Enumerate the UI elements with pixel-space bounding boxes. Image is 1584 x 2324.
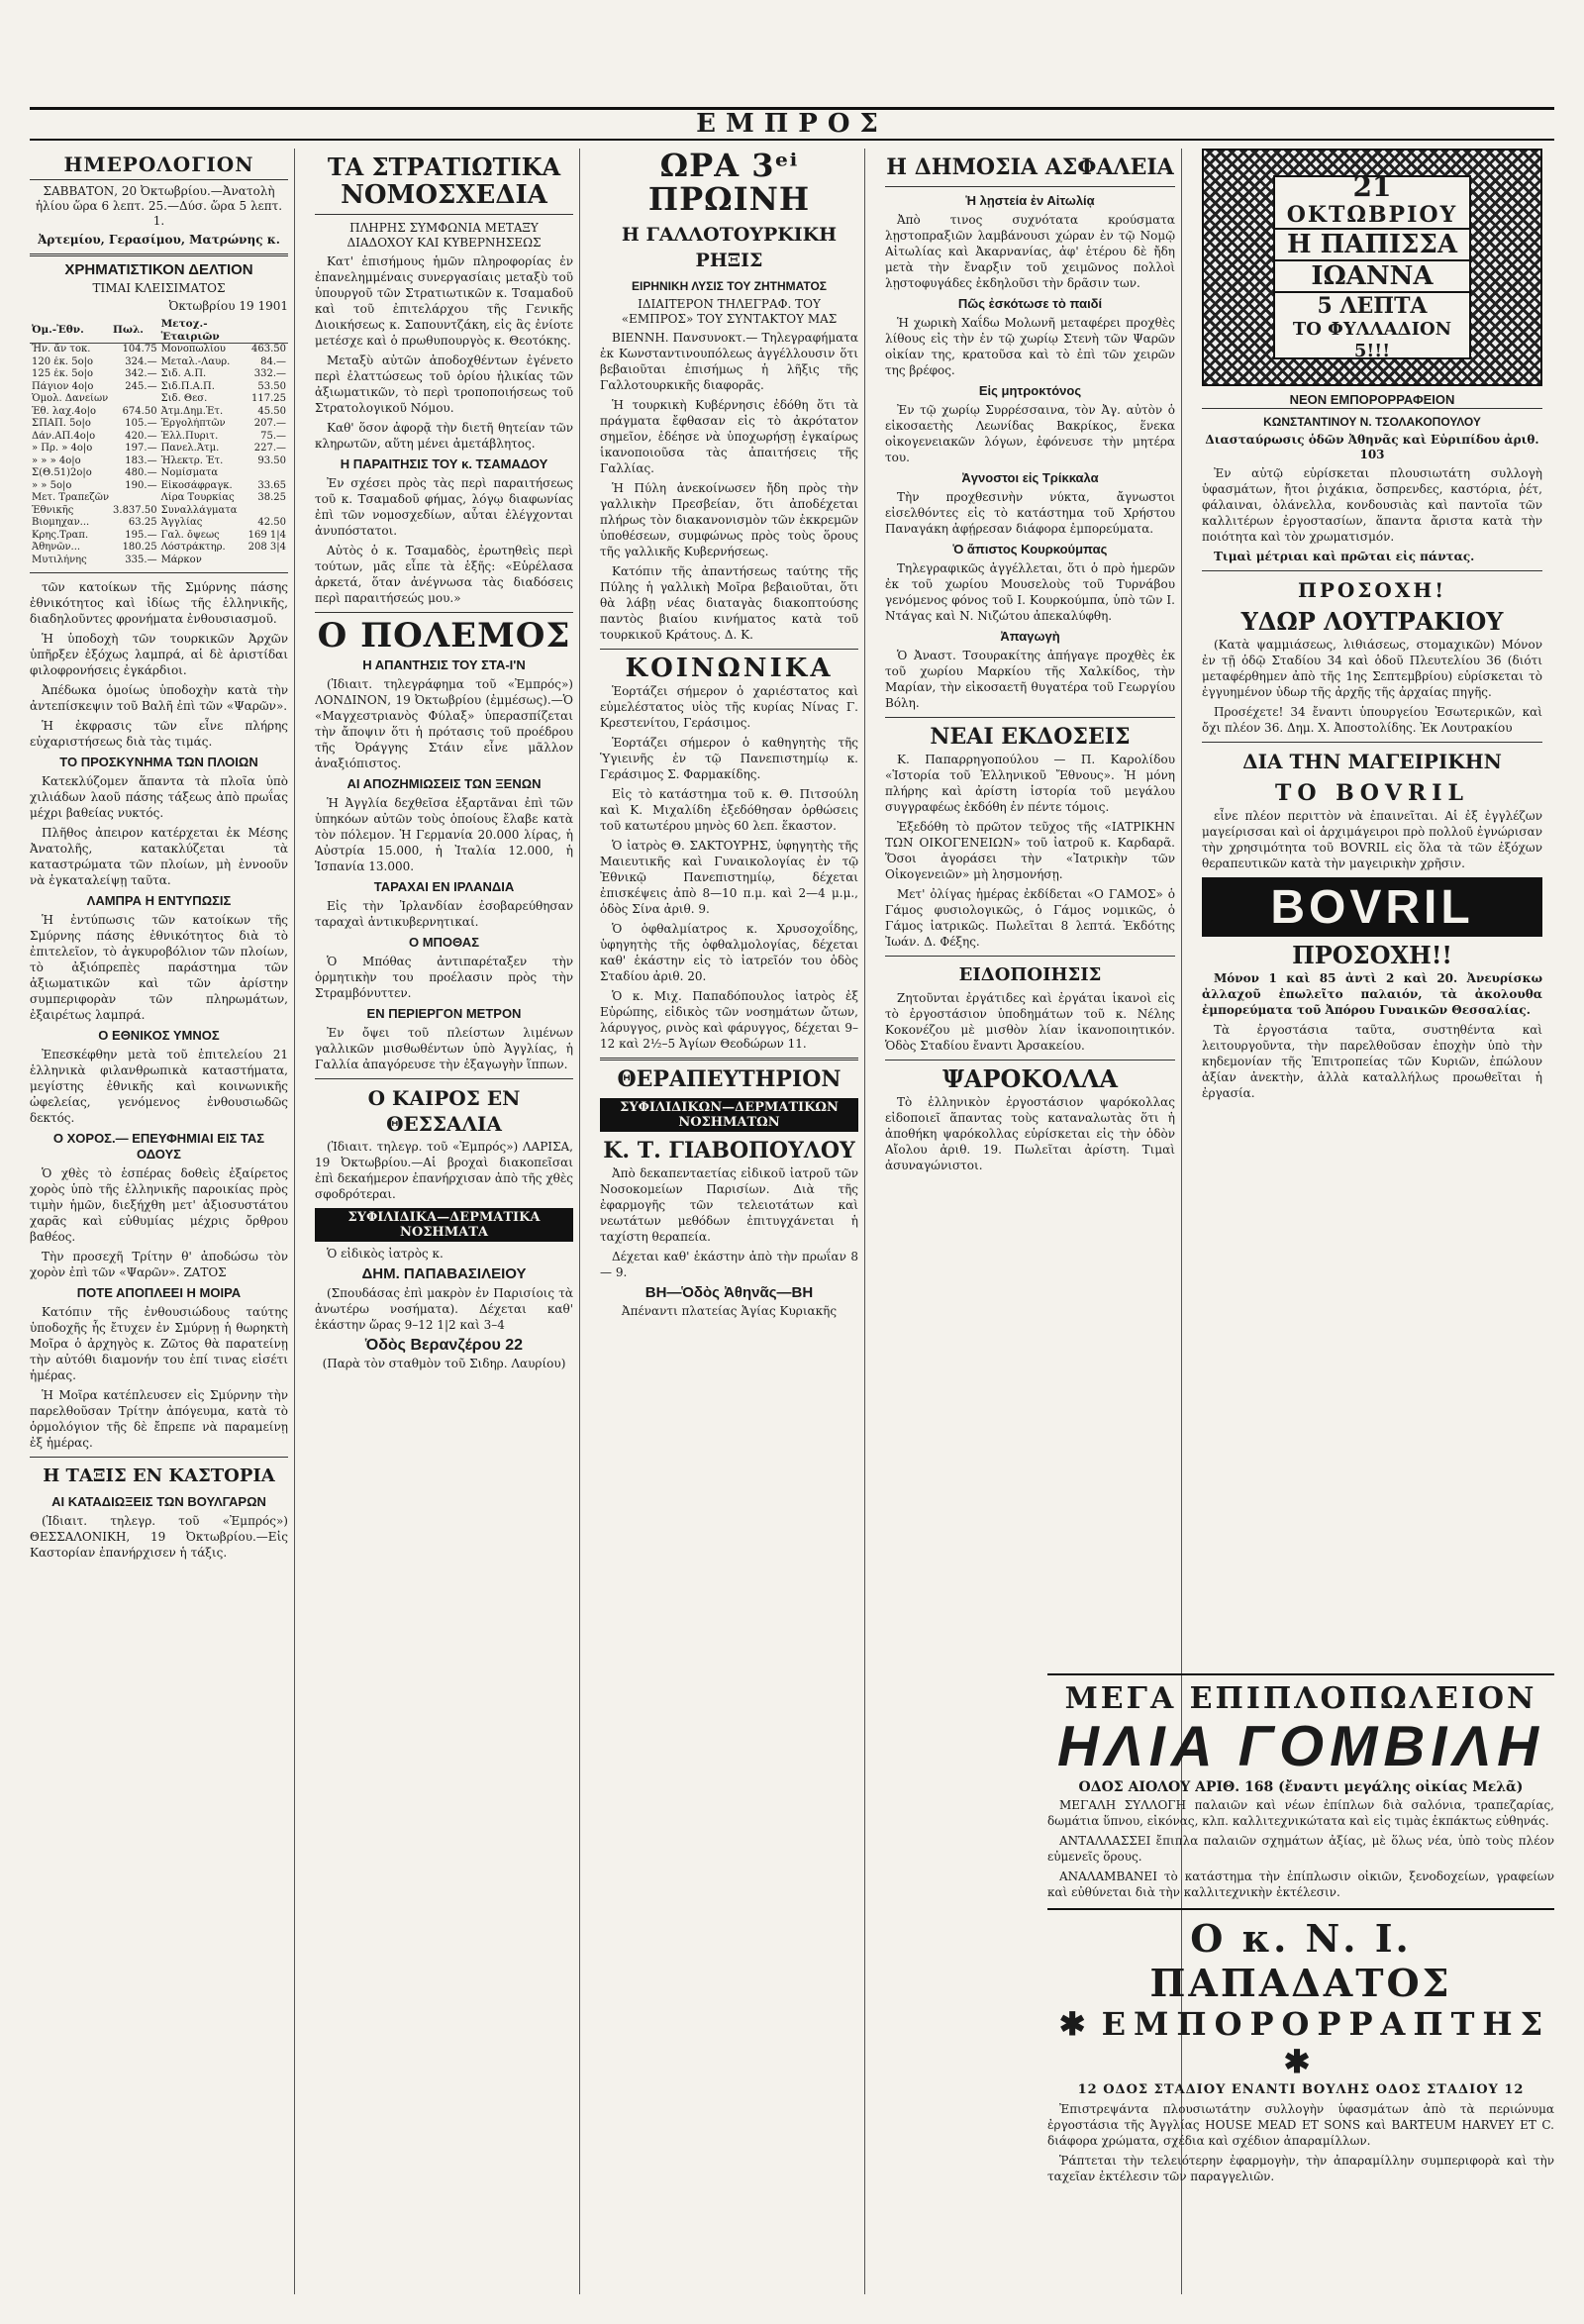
furniture-ad-name: ΗΛΙΑ ΓΟΜΒΙΛΗ xyxy=(1057,1714,1544,1778)
market-table-cell: 183.— xyxy=(125,455,157,466)
article-heading: Ο ΚΑΙΡΟΣ ΕΝ ΘΕΣΣΑΛΙΑ xyxy=(367,1086,521,1136)
article-paragraph: Ἡ Πύλη ἀνεκοίνωσεν ἤδη πρὸς τὴν γαλλικὴν Πρεσβείαν, ὅτι ἀποδέχεται πλήρως τὸν διακανονισμὸν τῶν ἐκκρεμῶν ὑποθέσεων, συμφώνως πρὸς τοὺς ὅρους τῆς γαλλικῆς Κυβερνήσεως. xyxy=(600,481,858,558)
market-table-cell: Μονοπωλίου xyxy=(160,344,227,354)
market-table-cell: 245.— xyxy=(125,380,157,392)
divider xyxy=(30,1457,288,1458)
market-table-cell: Ἀτμ.Δημ.Ἐτ. xyxy=(160,405,224,417)
furniture-ad-title: ΜΕΓΑ ΕΠΙΠΛΟΠΩΛΕΙΟΝ xyxy=(1047,1673,1554,1716)
calendar-saints: Ἀρτεμίου, Γερασίμου, Ματρώνης κ. xyxy=(38,233,280,247)
market-table-row xyxy=(30,542,288,555)
article-paragraph: Ὁ Μπόθας ἀντιπαρέταξεν τὴν ὁρμητικὴν του προέλασιν πρὸς τὴν Στραμβόνυττεν. xyxy=(315,955,573,1000)
market-subheading: ΤΙΜΑΙ ΚΛΕΙΣΙΜΑΤΟΣ xyxy=(92,281,226,295)
market-table-cell: Μεταλ.-Λαυρ. xyxy=(160,355,231,367)
ad-heading: ΔΙΑ ΤΗΝ ΜΑΓΕΙΡΙΚΗΝ xyxy=(1242,750,1502,773)
market-col-header: Πωλ. xyxy=(111,318,159,344)
market-table-cell: 335.— xyxy=(125,554,157,565)
section-subheading: Ἀγνοστοι εἰς Τρίκκαλα xyxy=(961,470,1099,485)
market-table-cell: Δάν.ΑΠ.4ο|ο xyxy=(32,430,96,442)
article-paragraph: Αὐτὸς ὁ κ. Τσαμαδὸς, ἐρωτηθεὶς περὶ τούτων, μᾶς εἶπε τὰ ἑξῆς: «Εὑρέλασα ἀρκετά, ὅταν ἀνέγνωσα τὰς διαδόσεις περὶ παραιτήσεώς μου.» xyxy=(315,544,573,605)
ad-address: Ὁδὸς Βερανζέρου 22 xyxy=(364,1337,524,1354)
market-table-cell: 105.— xyxy=(125,418,157,429)
market-table xyxy=(30,318,288,566)
warning-heading: ΠΡΟΣΟΧΗ!! xyxy=(1292,941,1452,969)
market-table-cell: 117.25 xyxy=(251,393,286,404)
market-table-cell: 180.25 xyxy=(122,542,157,553)
market-table-cell: Σιδ. Α.Π. xyxy=(160,368,207,379)
poster-price: 5!!! xyxy=(1353,341,1391,361)
tailor-ad-title-text: ΕΜΠΟΡΟΡΡΑΠΤΗΣ xyxy=(1101,2005,1551,2043)
article-paragraph: Ἡ ἐντύπωσις τῶν κατοίκων τῆς Σμύρνης πάσης ἐθνικότητος διὰ τὸ ἐπιτελεῖον, τὸ ἀγκυροβόλιον τῶν πλοίων, τὸ ἀξιόπρεπὲς παράστημα τῶν ἀξιωματικῶν καὶ τῶν ἀρίστην συμπεριφορὰν τῶν πληρωμάτων, ἐξαιρέτως λαμπρά. xyxy=(30,913,288,1022)
market-table-cell xyxy=(111,492,159,505)
war-heading: Ο ΠΟΛΕΜΟΣ xyxy=(317,616,571,656)
market-table-cell: 190.— xyxy=(125,479,157,491)
article-subheading: ΙΔΙΑΙΤΕΡΟΝ ΤΗΛΕΓΡΑΦ. ΤΟΥ «ΕΜΠΡΟΣ» ΤΟΥ ΣΥΝΤΑΚΤΟΥ ΜΑΣ xyxy=(621,297,838,326)
ad-paragraph: Ἐν αὐτῷ εὑρίσκεται πλουσιωτάτη συλλογὴ ὑφασμάτων, ἤτοι ῥιχάκια, ὄσπρενδες, καστόρια, ῥέτ, φάλαιναι, ὀλάνελλα, κονδουσιὰς καὶ παντοῖα τῶν καλλιτέρων ἐργοστασίων, ἅπαντα ἄριστα κατὰ τὴν ποιότητα καὶ τὸν χρωματισμόν. xyxy=(1202,466,1542,544)
article-paragraph: Ὁ χθὲς τὸ ἑσπέρας δοθεὶς ἐξαίρετος χορὸς ὑπὸ τῆς ἑλληνικῆς παροικίας πρὸς τιμὴν ἡμῶν, διεξήχθη μετ' ἀξιοσυστάτου χαρᾶς καὶ εὐθυμίας μέχρις ὄρθρου βαθέος. xyxy=(30,1166,288,1244)
ad-paragraph: (Σπουδάσας ἐπὶ μακρὸν ἐν Παρισίοις τὰ ἀνωτέρω νοσήματα). Δέχεται καθ' ἑκάστην ὥρας 9–12 1|2 καὶ 3–4 xyxy=(315,1286,573,1332)
market-table-cell: 45.50 xyxy=(257,405,286,417)
divider xyxy=(885,186,1175,187)
market-table-cell: 104.75 xyxy=(122,344,157,354)
article-paragraph: Ἡ ἐκφρασις τῶν εἶνε πλήρης εὐχαριστήσεως διὰ τὰς τιμάς. xyxy=(30,719,288,749)
market-table-cell: Σ(Θ.51)2ο|ο xyxy=(32,467,92,478)
market-table-cell: 75.— xyxy=(260,430,286,442)
article-paragraph: Εἰς τὴν Ἰρλανδίαν ἐσοβαρεύθησαν ταραχαὶ ἀντικυβερνητικαί. xyxy=(315,899,573,929)
article-paragraph: Ὁ Ἀναστ. Τσουρακίτης ἀπήγαγε προχθὲς ἐκ τοῦ χωρίου Μαρκίου τῆς Χαλκίδος, τὴν Μαρίαν, τὴν εἰκοσαετῆ θυγατέρα τοῦ Γεωργίου Βόλη. xyxy=(885,649,1175,710)
ad-paragraph: Ὁ εἰδικὸς ἰατρὸς κ. xyxy=(327,1247,444,1261)
article-paragraph: Ἡ τουρκικὴ Κυβέρνησις ἐδόθη ὅτι τὰ πράγματα ἔφθασαν εἰς τὸ ἀκρότατον σημεῖον, ἐδέησε νὰ ὑποχωρήσῃ ἐγκαίρως ἱκανοποιοῦσα τὰς ἀπαιτήσεις τῆς Γαλλίας. xyxy=(600,398,858,475)
divider xyxy=(315,612,573,613)
section-subheading: Ἡ λῃστεία ἐν Αἰτωλίᾳ xyxy=(965,193,1095,208)
article-subheading: ΕΙΡΗΝΙΚΗ ΛΥΣΙΣ ΤΟΥ ΖΗΤΗΜΑΤΟΣ xyxy=(632,279,827,293)
market-table-row xyxy=(30,480,288,493)
article-heading: Η ΓΑΛΛΟΤΟΥΡΚΙΚΗ ΡΗΞΙΣ xyxy=(621,224,838,271)
market-table-cell: Μάρκον xyxy=(160,554,202,565)
market-table-cell: Κρης.Τραπ. xyxy=(32,529,89,541)
article-paragraph: Μετ' ὀλίγας ἡμέρας ἐκδίδεται «Ο ΓΑΜΟΣ» ὁ Γάμος φυσιολογικῶς, ὁ Γάμος νομικῶς, ὁ Γάμος ἰατρικῶς. Πωλεῖται 8 λεπτά. Ἐκδότης Ἰωάν. Δ. Φέξης. xyxy=(885,887,1175,949)
article-paragraph: Καθ' ὅσον ἀφορᾷ τὴν διετῆ θητείαν τῶν κληρωτῶν, αὕτη μένει ἀμετάβλητος. xyxy=(315,421,573,451)
market-table-cell: Βιομηχαν... xyxy=(32,517,90,528)
article-paragraph: Κατόπιν τῆς ἐνθουσιώδους ταύτης ὑποδοχῆς ἧς ἔτυχεν ἐν Σμύρνῃ ἡ θωρηκτὴ Μοῖρα ὁ ἀρχηγὸς κ. Ζῶτος θὰ παρατείνῃ τὴν αὐτόθι διαμονήν του ἐπί τινας εἰσέτι ἡμέρας. xyxy=(30,1305,288,1382)
ad-paragraph: Προσέχετε! 34 ἔναντι ὑπουργείου Ἐσωτερικῶν, καὶ ὄχι πλέον 36. Δημ. Χ. Ἀποστολίδης. Ἐκ Λουτρακίου xyxy=(1202,705,1542,735)
market-table-cell: 420.— xyxy=(125,430,157,442)
notices-heading: ΕΙΔΟΠΟΙΗΣΙΣ xyxy=(958,964,1102,985)
divider xyxy=(315,1078,573,1079)
divider xyxy=(885,956,1175,957)
market-table-cell: 480.— xyxy=(125,467,157,478)
market-table-row xyxy=(30,530,288,543)
article-paragraph: Ἀπέδωκα ὁμοίως ὑποδοχὴν κατὰ τὴν ἀντεπίσκεψιν τοῦ Βαλῆ ἐπὶ τῶν «Ψαρῶν». xyxy=(30,683,288,713)
ad-paragraph: Ῥάπτεται τὴν τελειότερην ἐφαρμογὴν, τὴν ἀπαραμίλλην συμπεριφορὰ καὶ τὴν ταχεῖαν ἐκτέλεσιν τῶν παραγγελιῶν. xyxy=(1047,2154,1554,2183)
calendar-line: ΣΑΒΒΑΤΟΝ, 20 Ὀκτωβρίου.—Ἀνατολὴ ἡλίου ὥρα 6 λεπτ. 25.—Δύσ. ὥρα 5 λεπτ. 1. xyxy=(35,184,283,228)
market-table-cell: Ἐλλ.Πυριτ. xyxy=(160,430,219,442)
ad-paragraph: Ἀπὸ δεκαπενταετίας εἰδικοῦ ἰατροῦ τῶν Νοσοκομείων Παρισίων. Διὰ τῆς ἐφαρμογῆς τῶν τελειοτάτων καὶ νεωτάτων μεθόδων ἐπιτυγχάνεται ἡ ταχίστη θεραπεία. xyxy=(600,1166,858,1244)
article-paragraph: Ἡ χωρικὴ Χαΐδω Μολωνῆ μεταφέρει προχθὲς λίθους εἰς τὴν ἐν τῷ χωρίῳ Στενὴ τῶν Ψαρῶν οἰκίαν της, κρατοῦσα καὶ τὸ ἐπὶ τῶν χειρῶν της βρέφος. xyxy=(885,316,1175,377)
divider xyxy=(885,717,1175,718)
calendar-heading: ΗΜΕΡΟΛΟΓΙΟΝ xyxy=(30,149,288,180)
ad-subheading: ΣΥΦΙΛΙΔΙΚΩΝ—ΔΕΡΜΑΤΙΚΩΝ ΝΟΣΗΜΑΤΩΝ xyxy=(600,1098,858,1132)
ad-heading: ΘΕΡΑΠΕΥΤΗΡΙΟΝ xyxy=(617,1066,842,1092)
market-table-cell: Σιδ. Θεσ. xyxy=(160,393,208,404)
ad-paragraph: εἶνε πλέον περιττὸν νὰ ἐπαινεῖται. Αἱ ἐξ ἐγγλέζων μαγείρισσαι καὶ οἱ ἀρχιμάγειροι πρὸ πολλοῦ ἐγνώρισαν τὴν χρησιμότητα τοῦ BOVRIL εἰς ὅλα τὰ τῶν ἐξόχων θεραπευτικῶν κατὰ τὴν μαγειρικὴν χρῆσιν. xyxy=(1202,809,1542,870)
market-table-cell: » » 5ο|ο xyxy=(32,479,72,491)
section-subheading: ΤΑΡΑΧΑΙ ΕΝ ΙΡΛΑΝΔΙΑ xyxy=(373,879,515,894)
market-table-cell: 125 ἐκ. 5ο|ο xyxy=(32,368,94,379)
market-table-cell: Ἠλεκτρ. Ἐτ. xyxy=(160,455,224,466)
market-table-cell: 84.— xyxy=(260,355,286,367)
ad-paragraph: Τὰ ἐργοστάσια ταῦτα, συστηθέντα καὶ λειτουργοῦντα, τὴν παρελθοῦσαν ἐποχὴν ὑπὸ τὴν κηδεμονίαν τῆς Ἐπιτροπείας τῶν Κυριῶν, ἐπώλουν ἀξίαν ἀνεκτὴν, ἀλλὰ καταλλήλως προωθεῖται ἡ ἐργασία. xyxy=(1202,1023,1542,1100)
tailor-ad-title xyxy=(1047,2005,1554,2080)
ad-subheading: ΤΟ ΒΟVRIL xyxy=(1274,780,1470,806)
market-table-cell: 195.— xyxy=(125,529,157,541)
poster-price: ΤΟ ΦΥΛΛΑΔΙΟΝ xyxy=(1292,319,1452,340)
section-subheading: Ο ΧΟΡΟΣ.— ΕΠΕΥΦΗΜΙΑΙ ΕΙΣ ΤΑΣ ΟΔΟΥΣ xyxy=(52,1131,265,1162)
divider xyxy=(885,1060,1175,1061)
market-table-row xyxy=(30,356,288,369)
market-table-cell: Ἀγγλίας xyxy=(160,517,203,528)
section-subheading: Πῶς ἐσκότωσε τὸ παιδί xyxy=(957,296,1103,311)
market-table-cell: Ἐργολήπτῶν xyxy=(160,418,226,429)
article-paragraph: Ζητοῦνται ἐργάτιδες καὶ ἐργάται ἱκανοὶ εἰς τὸ ἐργοστάσιον ὑποδημάτων τοῦ κ. Νέλης Κοκονέζου μὲ μισθὸν λίαν ἱκανοποιητικόν. Ὁδὸς Σταδίου ἔναντι Ἀρσακείου. xyxy=(885,991,1175,1053)
ad-heading: ΨΑΡΟΚΟΛΛΑ xyxy=(941,1064,1119,1093)
market-table-cell: Μετ. Τραπεζῶν xyxy=(32,492,110,503)
ad-paragraph: ΑΝΑΛΑΜΒΑΝΕΙ τὸ κατάστημα τὴν ἐπίπλωσιν οἰκιῶν, ξενοδοχείων, γραφείων καὶ εὐθύνεται διὰ τὴν καλλιτεχνικὴν ἐκτέλεσιν. xyxy=(1047,1869,1554,1899)
market-table-cell: ΣΠΑΠ. 5ο|ο xyxy=(32,418,91,429)
article-subheading: ΠΛΗΡΗΣ ΣΥΜΦΩΝΙΑ ΜΕΤΑΞΥ ΔΙΑΔΟΧΟΥ ΚΑΙ ΚΥΒΕΡΝΗΣΕΩΣ xyxy=(346,221,542,250)
ad-paragraph: Τὸ ἑλληνικὸν ἐργοστάσιον ψαρόκολλας εἰδοποιεῖ ἅπαντας τοὺς καταναλωτὰς ὅτι ἡ ἀποθήκη ψαρόκολλας εὑρίσκεται εἰς τὴν ὁδὸν Αἴολου ἀριθ. 19. Πωλεῖται ἀρίστη. Τιμαὶ ἀσυναγώνιστοι. xyxy=(885,1095,1175,1172)
section-subheading: ΑΙ ΚΑΤΑΔΙΩΞΕΙΣ ΤΩΝ ΒΟΥΛΓΑΡΩΝ xyxy=(51,1494,266,1509)
article-paragraph: Μεταξὺ αὐτῶν ἀποδοχθέντων ἐγένετο περὶ ἐλαττώσεως τοῦ ὁρίου ἡλικίας τῶν ἀξιωματικῶν, τὸ περὶ τροποποιήσεως τοῦ Στρατολογικοῦ Νόμου. xyxy=(315,354,573,415)
ad-doctor-name: ΔΗΜ. ΠΑΠΑΒΑΣΙΛΕΙΟΥ xyxy=(361,1265,527,1282)
article-paragraph: Τηλεγραφικῶς ἀγγέλλεται, ὅτι ὁ πρὸ ἡμερῶν ἐκ τοῦ χωρίου Μουσελοὺς τοῦ Τυρνάβου γενόμενος φόνος τοῦ Ι. Κουρκούμπα, ὑπὸ τῶν Ι. Ντάγας καὶ Ν. Νιζώτου ἀπεκαλύφθη. xyxy=(885,561,1175,623)
market-col-header: Ὀμ.-Ἐθν. xyxy=(30,318,111,344)
column-3 xyxy=(600,149,865,2294)
article-paragraph: Ἐν τῷ χωρίῳ Συρρέσσαινα, τὸν Ἀγ. αὐτὸν ὁ εἰκοσαετὴς Λεωνίδας Βακρίκος, ἕνεκα οἰκογενειακῶν λόγων, ἐφόνευσε τὴν μητέρα του. xyxy=(885,403,1175,464)
bovril-logo: BOVRIL xyxy=(1202,877,1542,937)
warning-heading: ΠΡΟΣΟΧΗ! xyxy=(1297,578,1447,602)
article-paragraph: Ἑορτάζει σήμερον ὁ καθηγητὴς τῆς Ὑγιεινῆς ἐν τῷ Πανεπιστημίῳ κ. Γεράσιμος Σ. Φαρμακίδης. xyxy=(600,736,858,781)
books-heading: ΝΕΑΙ ΕΚΔΟΣΕΙΣ xyxy=(930,724,1131,750)
market-table-cell: 120 ἐκ. 5ο|ο xyxy=(32,355,94,367)
market-table-row xyxy=(30,443,288,455)
section-subheading: Εἰς μητροκτόνος xyxy=(978,383,1082,398)
market-table-row xyxy=(30,368,288,381)
article-paragraph: τῶν κατοίκων τῆς Σμύρνης πάσης ἐθνικότητος καὶ ἰδίως τῆς ἑλληνικῆς, διαδηλοῦντες φρονήματα ἐνθουσιασμοῦ. xyxy=(30,580,288,626)
market-table-cell: 197.— xyxy=(125,443,157,454)
market-table-cell: 3.837.50 xyxy=(113,504,157,516)
masthead: ΕΜΠΡΟΣ xyxy=(30,107,1554,141)
article-paragraph: Ἐξεδόθη τὸ πρῶτον τεῦχος τῆς «ΙΑΤΡΙΚΗΝ ΤΩΝ ΟΙΚΟΓΕΝΕΙΩΝ» τοῦ ἰατροῦ κ. Καρδαρᾶ. Ὅσοι ἀγοράσει τὴν «Ἰατρικὴν τῶν Οἰκογενειῶν» μὴ λησμονήσῃ. xyxy=(885,820,1175,881)
article-paragraph: (Ἰδιαιτ. τηλεγρ. τοῦ «Ἐμπρός») ΛΑΡΙΣΑ, 19 Ὀκτωβρίου.—Αἱ βροχαὶ διακοπεῖσαι ἐπὶ δεκαήμερον ἐπανήρχισαν ἀπὸ τῆς χθὲς σφοδρότεραι. xyxy=(315,1140,573,1201)
poster-ad xyxy=(1202,149,1542,386)
section-subheading: ΛΑΜΠΡΑ Η ΕΝΤΥΠΩΣΙΣ xyxy=(86,893,232,908)
ad-paragraph: ΜΕΓΑΛΗ ΣΥΛΛΟΓΗ παλαιῶν καὶ νέων ἐπίπλων διὰ σαλόνια, τραπεζαρίας, δωμάτια ὕπνου, εἰκόνας, κλπ. καλλιτεχνικώτατα καὶ εἰς τιμὰς ἐκπάκτως εὐθηνάς. xyxy=(1047,1798,1554,1828)
market-table-row xyxy=(30,555,288,567)
poster-ad-panel xyxy=(1273,170,1471,361)
poster-month: ΟΚΤΩΒΡΙΟΥ xyxy=(1286,202,1458,228)
market-table-cell: Ὁμολ. Δανείων xyxy=(32,393,109,404)
market-table-cell: 93.50 xyxy=(257,455,286,466)
ad-paragraph: Τιμαὶ μέτριαι καὶ πρῶται εἰς πάντας. xyxy=(1214,550,1475,563)
article-heading: Η ΔΗΜΟΣΙΑ ΑΣΦΑΛΕΙΑ xyxy=(886,154,1174,180)
article-paragraph: Εἰς τὸ κατάστημα τοῦ κ. Θ. Πιτσούλη καὶ Κ. Μιχαλίδη ἐξεδόθησαν ὀρθώσεις τοῦ κατωτέρου μηνὸς 60 λεπ. ἕκαστον. xyxy=(600,787,858,833)
section-subheading: Η ΑΠΑΝΤΗΣΙΣ ΤΟΥ ΣΤΑ-Ι'Ν xyxy=(362,657,526,672)
column-2 xyxy=(315,149,580,2294)
article-heading: ΝΟΜΟΣΧΕΔΙΑ xyxy=(341,180,547,210)
late-news-heading: ΩΡΑ 3ᵉⁱ ΠΡΩΙΝΗ xyxy=(647,149,811,218)
market-table-cell xyxy=(111,393,159,406)
market-table-cell: Συναλλάγματα xyxy=(160,504,238,516)
market-table-cell: 324.— xyxy=(125,355,157,367)
section-subheading: Η ΠΑΡΑΙΤΗΣΙΣ ΤΟΥ κ. ΤΣΑΜΑΔΟΥ xyxy=(340,456,548,471)
divider xyxy=(1202,742,1542,743)
market-table-row xyxy=(30,406,288,419)
article-paragraph: Ἐν σχέσει πρὸς τὰς περὶ παραιτήσεως τοῦ κ. Τσαμαδοῦ φήμας, λόγῳ διαφωνίας ἐπὶ τῶν νομοσχεδίων, αὗται ἐλέγχονται ἀνυπόστατοι. xyxy=(315,476,573,538)
market-table-cell: Εἰκοσάφραγκ. xyxy=(160,479,233,491)
social-heading: ΚΟΙΝΩΝΙΚΑ xyxy=(625,654,834,683)
market-table-cell: Πάγιον 4ο|ο xyxy=(32,380,94,392)
market-table-body xyxy=(30,344,288,567)
ad-note: (Παρὰ τὸν σταθμὸν τοῦ Σιδηρ. Λαυρίου) xyxy=(322,1357,566,1370)
market-table-cell: 53.50 xyxy=(257,380,286,392)
market-table-cell: 38.25 xyxy=(257,492,286,503)
divider xyxy=(30,253,288,256)
market-table-row xyxy=(30,393,288,406)
ad-name: ΚΩΝΣΤΑΝΤΙΝΟΥ Ν. ΤΣΟΛΑΚΟΠΟΥΛΟΥ xyxy=(1263,415,1481,429)
market-table-cell: 208 3|4 xyxy=(248,542,286,553)
ad-paragraph: (Κατὰ ψαμμιάσεως, λιθιάσεως, στομαχικῶν) Μόνον ἐν τῇ ὁδῷ Σταδίου 34 καὶ ὁδοῦ Πλευτελίου 36 (διότι μεταφέρθημεν ἀπὸ τῆς 1ης Σεπτεμβρίου) εὑρίσκεται τὸ ἐγγυημένον ὑδωρ τῆς ἀρχῆς τῆς ἀρχαίας πηγῆς. xyxy=(1202,638,1542,699)
article-paragraph: Ὁ ἰατρὸς Θ. ΣΑΚΤΟΥΡΗΣ, ὑφηγητὴς τῆς Μαιευτικῆς καὶ Γυναικολογίας ἐν τῷ Ἐθνικῷ Πανεπιστημίῳ, δέχεται ἐπισκέψεις ἀπὸ 8—10 π.μ. καὶ 2—4 μ.μ., ὁδὸς Σίνα ἀριθ. 9. xyxy=(600,839,858,916)
market-table-cell: 332.— xyxy=(253,368,286,379)
divider xyxy=(315,214,573,215)
market-table-cell: 33.65 xyxy=(257,479,286,491)
article-paragraph: (Ἰδιαιτ. τηλεγράφημα τοῦ «Ἐμπρός») ΛΟΝΔΙΝΟΝ, 19 Ὀκτωβρίου (ἐμμέσως).—Ὁ «Μαγχεστριανὸς Φύλαξ» ὑπερασπίζεται τὴν ἄποψιν ὅτι ἡ πρότασις τοῦ προέδρου τῆς Ὀράγγης Στάιν εἶνε μᾶλλον ἀναξιόπιστος. xyxy=(315,677,573,770)
market-date: Ὀκτωβρίου 19 1901 xyxy=(168,299,288,313)
poster-price: 5 ΛΕΠΤΑ xyxy=(1317,293,1428,319)
ad-paragraph: Δέχεται καθ' ἑκάστην ἀπὸ τὴν πρωΐαν 8 — 9. xyxy=(600,1250,858,1279)
section-subheading: Ο ΕΘΝΙΚΟΣ ΥΜΝΟΣ xyxy=(98,1028,220,1043)
market-table-cell: » Πρ. » 4ο|ο xyxy=(32,443,93,454)
divider xyxy=(600,1058,858,1061)
ad-address: Διασταύρωσις ὁδῶν Ἀθηνᾶς καὶ Εὐριπίδου ἀριθ. 103 xyxy=(1205,433,1539,461)
article-paragraph: Ἐπεσκέφθην μετὰ τοῦ ἐπιτελείου 21 ἑλληνικὰ φιλανθρωπικὰ καταστήματα, μεγίστης ἐθνικῆς καὶ κοινωνικῆς ὠφελείας, γενόμενος ἐνθουσιωδῶς δεκτός. xyxy=(30,1048,288,1125)
ad-heading: ΣΥΦΙΛΙΔΙΚΑ—ΔΕΡΜΑΤΙΚΑ ΝΟΣΗΜΑΤΑ xyxy=(315,1208,573,1242)
market-table-row xyxy=(30,418,288,431)
market-table-cell: Λίρα Τουρκίας xyxy=(160,492,235,503)
market-table-cell: Ἐθνικῆς xyxy=(32,504,74,516)
furniture-ad xyxy=(1047,1673,1554,2188)
market-table-row xyxy=(30,467,288,480)
market-heading: ΧΡΗΜΑΤΙΣΤΙΚΟΝ ΔΕΛΤΙΟΝ xyxy=(64,261,253,278)
section-subheading: Ὁ ἄπιστος Κουρκούμπας xyxy=(952,542,1108,556)
divider xyxy=(30,572,288,573)
market-table-cell xyxy=(247,555,288,567)
article-paragraph: Ἀπὸ τινος συχνότατα κρούσματα λῃστοπραξιῶν λαμβάνουσι χώραν ἐν τῷ Νομῷ Αἰτωλίας καὶ Ἀκαρνανίας, ἀφ' ἑτέρου δὲ ἤδη μετὰ τὴν ἔναρξιν τοῦ χειμῶνος πολλοὶ λῃστοφυγάδες ἐκδηλοῦσι τὴν δρᾶσιν των. xyxy=(885,213,1175,290)
market-table-cell: Ἐθ. λαχ.4ο|ο xyxy=(32,405,97,417)
market-table-row xyxy=(30,505,288,518)
poster-date: 21 xyxy=(1352,170,1392,203)
article-heading: Η ΤΑΞΙΣ ΕΝ ΚΑΣΤΟΡΙΑ xyxy=(43,1465,275,1486)
market-table-row xyxy=(30,492,288,505)
furniture-ad-address: ΟΔΟΣ ΑΙΟΛΟΥ ΑΡΙΘ. 168 (ἔναντι μεγάλης οἰκίας Μελᾶ) xyxy=(1078,1779,1524,1795)
tailor-ad-address: 12 ΟΔΟΣ ΣΤΑΔΙΟΥ ΕΝΑΝΤΙ ΒΟΥΛΗΣ ΟΔΟΣ ΣΤΑΔΙΟΥ 12 xyxy=(1077,2082,1525,2097)
market-table-cell: 63.25 xyxy=(128,517,157,528)
market-table-cell: Γαλ. ὄψεως xyxy=(160,529,220,541)
article-paragraph: Ὁ κ. Μιχ. Παπαδόπουλος ἰατρὸς ἐξ Εὐρώπης, εἰδικὸς τῶν νοσημάτων ὤτων, λάρυγγος, ρινὸς καὶ φάρυγγος, δέχεται 9–12 καὶ 2½–5 Ἀγίων Θεοδώρων 11. xyxy=(600,989,858,1051)
market-table-row xyxy=(30,455,288,468)
ad-note: Ἀπέναντι πλατείας Ἁγίας Κυριακῆς xyxy=(621,1304,838,1318)
market-table-cell: 342.— xyxy=(125,368,157,379)
article-paragraph: Πλῆθος ἀπειρον κατέρχεται ἐκ Μέσης Ἀνατολῆς, κατακλύζεται τὰ καταστρώματα τῶν πλοίων, μὴ ἐννοοῦν νὰ ἐγκαταλείψῃ ταῦτα. xyxy=(30,826,288,887)
article-paragraph: Ἑορτάζει σήμερον ὁ χαριέστατος καὶ εὐμελέστατος υἱὸς τῆς κυρίας Νίνας Γ. Κρεστενίτου, Γεράσιμος. xyxy=(600,684,858,730)
article-paragraph: ΒΙΕΝΝΗ. Πανσυνοκτ.— Τηλεγραφήματα ἐκ Κωνσταντινουπόλεως ἀγγέλλουσιν ὅτι βεβαιοῦται ἐπισήμως ἡ λῆξις τῆς Γαλλοτουρκικῆς διαφορᾶς. xyxy=(600,331,858,392)
ad-heading: ΝΕΟΝ ΕΜΠΟΡΟΡΡΑΦΕΙΟΝ xyxy=(1202,392,1542,409)
article-paragraph: Ἡ Ἀγγλία δεχθεῖσα ἐξαρτᾶναι ἐπὶ τῶν ὑπηκόων αὐτῶν τοὺς ὁποίους ἔλαβε κατὰ τὸν πόλεμον. Ἡ Γερμανία 20.000 λίρας, ἡ Αὐστρία 15.000, ἡ Ἰταλία 12.000, ἡ Ἱσπανία 13.000. xyxy=(315,796,573,873)
market-table-row xyxy=(30,517,288,530)
market-table-cell: 207.— xyxy=(253,418,286,429)
article-paragraph: Τὴν προχθεσινὴν νύκτα, ἄγνωστοι εἰσελθόντες εἰς τὸ κατάστημα τοῦ Χρήστου Παναγάκη ἀφῄρεσαν διάφορα ἐμπορεύματα. xyxy=(885,490,1175,536)
article-paragraph: Ἡ Μοῖρα κατέπλευσεν εἰς Σμύρνην τὴν παρελθοῦσαν Τρίτην ἀπόγευμα, κατὰ τὸ ὁρμολόγιον τῆς δὲ ἔπρεπε νὰ παραμείνῃ ἐξ ἡμέρας. xyxy=(30,1388,288,1450)
article-paragraph: Ἐν ὄψει τοῦ πλείστων λιμένων γαλλικῶν μισθωθέντων ὑπὸ Ἀγγλίας, ἡ Γαλλία ἀπαγόρευσε τὴν ἐξαγωγὴν ἵππων. xyxy=(315,1026,573,1071)
ad-address: ΒΗ—Ὁδὸς Ἀθηνᾶς—ΒΗ xyxy=(644,1284,814,1301)
market-col-header: Μετοχ.-Ἑταιριῶν xyxy=(159,318,247,344)
column-1 xyxy=(30,149,295,2294)
market-table-cell: 227.— xyxy=(253,443,286,454)
market-table-cell: Πανελ.Ἀτμ. xyxy=(160,443,220,454)
article-paragraph: Ὁ ὁφθαλμίατρος κ. Χρυσοχοΐδης, ὑφηγητὴς τῆς ὀφθαλμολογίας, δέχεται καθ' ἑκάστην εἰς τὸ ἰατρεῖόν του ὁδὸς Σταδίου ἀριθ. 20. xyxy=(600,922,858,983)
market-table-cell xyxy=(247,467,288,480)
article-paragraph: Κατόπιν τῆς ἀπαντήσεως ταύτης τῆς Πύλης ἡ γαλλικὴ Μοῖρα βεβαιοῦται, ὅτι θὰ λάβῃ νέας διαταγὰς διακοπτούσης παντὸς βιαίου κινήματος κατὰ τοῦ τουρκικοῦ Κράτους. Δ. Κ. xyxy=(600,564,858,642)
tailor-ad-name: Ο κ. Ν. Ι. ΠΑΠΑΔΑΤΟΣ xyxy=(1047,1908,1554,2005)
market-table-row xyxy=(30,431,288,444)
market-table-cell: 169 1|4 xyxy=(248,529,286,541)
market-table-cell: Νομίσματα xyxy=(160,467,219,478)
article-heading: ΤΑ ΣΤΡΑΤΙΩΤΙΚΑ xyxy=(327,152,561,181)
article-paragraph: Κ. Παπαρρηγοπούλου — Π. Καρολίδου «Ἱστορία τοῦ Ἑλληνικοῦ Ἔθνους». Ἡ μόνη πλήρης καὶ ἀρίστη ἱστορία τοῦ μεγάλου συγγραφέως ἐκδόθη ἐν πέντε τόμοις. xyxy=(885,753,1175,814)
market-table-cell: » » » 4ο|ο xyxy=(32,455,81,466)
ad-paragraph: Μόνον 1 καὶ 85 ἀντὶ 2 καὶ 20. Ἀνευρίσκω ἀλλαχοῦ ἐπωλεῖτο παλαιόν, τὰ ἀκολουθα ἐμπορεύματα τοῦ Ἀπόρου Γυναικῶν Θεσσαλίας. xyxy=(1202,971,1542,1017)
ad-heading: ΥΔΩΡ ΛΟΥΤΡΑΚΙΟΥ xyxy=(1240,607,1504,636)
section-subheading: Ἀπαγωγὴ xyxy=(1000,629,1060,644)
divider xyxy=(1202,570,1542,571)
article-paragraph: Κατ' ἐπισήμους ἡμῶν πληροφορίας ἐν ἐπανελημμέναις συνεργασίαις μεταξὺ τοῦ ὑπουργοῦ τῶν Στρατιωτικῶν κ. Τσαμαδοῦ καὶ τοῦ ἐπιτελάρχου τῆς Γενικῆς Διοικήσεως κ. Σαπουντζάκη, εἰς ἃς ἐνίοτε μετέσχε καὶ ὁ πρωθυπουργὸς κ. Θεοτόκης. xyxy=(315,254,573,348)
market-table-cell xyxy=(247,505,288,518)
market-table-cell: 463.50 xyxy=(251,344,286,354)
poster-title: ΙΩΑΝΝΑ xyxy=(1275,261,1469,293)
market-table-cell: Σιδ.Π.Α.Π. xyxy=(160,380,215,392)
section-subheading: ΤΟ ΠΡΟΣΚΥΝΗΜΑ ΤΩΝ ΠΛΟΙΩΝ xyxy=(59,755,258,769)
market-table-row xyxy=(30,344,288,356)
article-paragraph: Τὴν προσεχῆ Τρίτην θ' ἀποδώσω τὸν χορὸν ἐπὶ τῶν «Ψαρῶν». ΖΑΤΟΣ xyxy=(30,1250,288,1279)
market-table-cell: 42.50 xyxy=(257,517,286,528)
market-col-header xyxy=(247,318,288,344)
section-subheading: Ο ΜΠΟΘΑΣ xyxy=(408,935,479,950)
ad-paragraph: Ἐπιστρεψάντα πλουσιωτάτην συλλογὴν ὑφασμάτων ἀπὸ τὰ περιώνυμα ἐργοστάσια τῆς Ἀγγλίας HOUSE MEAD ET SONS καὶ BARTEUM HARVEY ET C. διάφορα χρώματα, σχέδια καὶ σχέδιον ἀπαραμίλλων. xyxy=(1047,2102,1554,2148)
market-table-row xyxy=(30,381,288,394)
market-table-cell: Λόστράκτηρ. xyxy=(160,542,226,553)
market-table-cell: 674.50 xyxy=(122,405,157,417)
divider xyxy=(600,649,858,650)
poster-title: Η ΠΑΠΙΣΣΑ xyxy=(1275,228,1469,261)
article-paragraph: Ἡ ὑποδοχὴ τῶν τουρκικῶν Ἀρχῶν ὑπῆρξεν ἐξόχως λαμπρά, αἱ δὲ ἀριστίδαι φιλοφρονήσεις ἐγκάρδιοι. xyxy=(30,632,288,677)
ad-name: Κ. Τ. ΓΙΑΒΟΠΟΥΛΟΥ xyxy=(603,1138,855,1163)
asterisk-icon: ✱ xyxy=(1283,2043,1319,2080)
ad-paragraph: ΑΝΤΑΛΛΑΣΣΕΙ ἔπιπλα παλαιῶν σχημάτων ἀξίας, μὲ ὅλως νέα, ὑπὸ τοὺς πλέον εὐμενεῖς ὅρους. xyxy=(1047,1834,1554,1864)
section-subheading: ΕΝ ΠΕΡΙΕΡΓΟΝ ΜΕΤΡΟΝ xyxy=(366,1006,522,1021)
section-subheading: ΠΟΤΕ ΑΠΟΠΛΕΕΙ Η ΜΟΙΡΑ xyxy=(76,1285,242,1300)
section-subheading: ΑΙ ΑΠΟΖΗΜΙΩΣΕΙΣ ΤΩΝ ΞΕΝΩΝ xyxy=(346,776,542,791)
market-table-cell: Ἠν. ἄν τοκ. xyxy=(32,344,91,354)
market-table-cell: Μυτιλήνης xyxy=(32,554,87,565)
market-table-cell: Ἀθηνῶν... xyxy=(32,542,81,553)
asterisk-icon: ✱ xyxy=(1058,2005,1094,2043)
article-paragraph: Κατεκλύζομεν ἅπαντα τὰ πλοῖα ὑπὸ χιλιάδων λαοῦ πάσης τάξεως ἀπὸ πρωΐας μέχρι βαθείας νυκτός. xyxy=(30,774,288,820)
article-paragraph: (Ἰδιαιτ. τηλεγρ. τοῦ «Ἐμπρός») ΘΕΣΣΑΛΟΝΙΚΗ, 19 Ὀκτωβρίου.—Εἰς Καστορίαν ἐπανήρχισεν ἡ τάξις. xyxy=(30,1514,288,1560)
